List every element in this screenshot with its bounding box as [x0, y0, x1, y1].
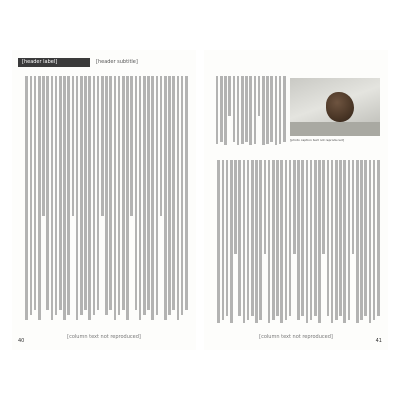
text-column-placeholder — [251, 160, 254, 316]
left-page-number: 40 — [18, 338, 25, 344]
text-column-placeholder — [352, 160, 355, 254]
text-column-placeholder — [147, 76, 150, 310]
text-column-placeholder — [255, 160, 258, 323]
text-column-placeholder — [237, 76, 240, 145]
text-column-placeholder — [130, 76, 133, 216]
text-column-placeholder — [301, 160, 304, 316]
text-column-placeholder — [177, 76, 180, 320]
text-column-placeholder — [270, 76, 273, 142]
text-column-placeholder — [289, 160, 292, 316]
text-column-placeholder — [335, 160, 338, 320]
text-column-placeholder — [185, 76, 188, 310]
text-column-placeholder — [268, 160, 271, 323]
right-body-placeholder: [column text not reproduced] — [259, 334, 333, 340]
text-column-placeholder — [280, 160, 283, 323]
text-column-placeholder — [135, 76, 138, 310]
text-column-placeholder — [164, 76, 167, 320]
text-column-placeholder — [233, 76, 236, 142]
text-column-placeholder — [126, 76, 129, 320]
text-column-placeholder — [220, 76, 223, 142]
text-column-placeholder — [331, 160, 334, 323]
left-body-text — [22, 76, 188, 330]
text-column-placeholder — [356, 160, 359, 323]
text-column-placeholder — [93, 76, 96, 315]
right-page — [204, 50, 388, 350]
text-column-placeholder — [101, 76, 104, 216]
right-page-number: 41 — [375, 338, 382, 344]
text-column-placeholder — [72, 76, 75, 216]
text-column-placeholder — [168, 76, 171, 315]
text-column-placeholder — [279, 76, 282, 144]
text-column-placeholder — [25, 76, 28, 320]
text-column-placeholder — [283, 76, 286, 142]
text-column-placeholder — [216, 76, 219, 144]
text-column-placeholder — [360, 160, 363, 320]
text-column-placeholder — [105, 76, 108, 315]
text-column-placeholder — [339, 160, 342, 316]
text-column-placeholder — [80, 76, 83, 315]
text-column-placeholder — [327, 160, 330, 316]
text-column-placeholder — [276, 160, 279, 316]
bird-photo — [290, 78, 380, 136]
text-column-placeholder — [30, 76, 33, 315]
text-column-placeholder — [258, 76, 261, 116]
text-column-placeholder — [234, 160, 237, 254]
text-column-placeholder — [55, 76, 58, 315]
text-column-placeholder — [76, 76, 79, 320]
left-page — [12, 50, 196, 350]
text-column-placeholder — [322, 160, 325, 254]
text-column-placeholder — [272, 160, 275, 320]
photo-caption: [photo caption text not reproduced] — [290, 138, 344, 142]
section-header-label: [header label] — [18, 58, 90, 67]
text-column-placeholder — [118, 76, 121, 315]
text-column-placeholder — [67, 76, 70, 315]
section-header-subtitle: [header subtitle] — [96, 59, 138, 65]
text-column-placeholder — [217, 160, 220, 323]
text-column-placeholder — [373, 160, 376, 320]
text-column-placeholder — [238, 160, 241, 316]
text-column-placeholder — [343, 160, 346, 323]
text-column-placeholder — [139, 76, 142, 320]
text-column-placeholder — [266, 76, 269, 144]
text-column-placeholder — [377, 160, 380, 316]
text-column-placeholder — [222, 160, 225, 320]
text-column-placeholder — [156, 76, 159, 315]
text-column-placeholder — [241, 76, 244, 144]
text-column-placeholder — [247, 160, 250, 320]
text-column-placeholder — [151, 76, 154, 320]
text-column-placeholder — [228, 76, 231, 116]
text-column-placeholder — [348, 160, 351, 320]
text-column-placeholder — [160, 76, 163, 216]
text-column-placeholder — [314, 160, 317, 316]
text-column-placeholder — [226, 160, 229, 316]
text-column-placeholder — [42, 76, 45, 216]
text-column-placeholder — [51, 76, 54, 320]
right-body-text-lower — [214, 160, 380, 330]
right-body-text-upper — [214, 76, 286, 148]
text-column-placeholder — [245, 76, 248, 142]
text-column-placeholder — [306, 160, 309, 323]
text-column-placeholder — [63, 76, 66, 320]
text-column-placeholder — [249, 76, 252, 145]
text-column-placeholder — [122, 76, 125, 310]
text-column-placeholder — [297, 160, 300, 320]
text-column-placeholder — [224, 76, 227, 145]
text-column-placeholder — [285, 160, 288, 320]
book-spread — [12, 50, 388, 350]
text-column-placeholder — [114, 76, 117, 320]
text-column-placeholder — [38, 76, 41, 320]
text-column-placeholder — [46, 76, 49, 310]
text-column-placeholder — [59, 76, 62, 310]
text-column-placeholder — [84, 76, 87, 310]
text-column-placeholder — [369, 160, 372, 323]
text-column-placeholder — [181, 76, 184, 315]
text-column-placeholder — [264, 160, 267, 254]
left-body-placeholder: [column text not reproduced] — [67, 334, 141, 340]
text-column-placeholder — [293, 160, 296, 254]
photo-ground — [290, 122, 380, 136]
text-column-placeholder — [254, 76, 257, 144]
bird-figure — [326, 92, 354, 122]
text-column-placeholder — [262, 76, 265, 145]
text-column-placeholder — [364, 160, 367, 316]
text-column-placeholder — [34, 76, 37, 310]
text-column-placeholder — [243, 160, 246, 323]
text-column-placeholder — [259, 160, 262, 320]
text-column-placeholder — [310, 160, 313, 320]
text-column-placeholder — [172, 76, 175, 310]
text-column-placeholder — [318, 160, 321, 323]
text-column-placeholder — [97, 76, 100, 310]
text-column-placeholder — [275, 76, 278, 145]
text-column-placeholder — [230, 160, 233, 323]
text-column-placeholder — [109, 76, 112, 310]
text-column-placeholder — [143, 76, 146, 315]
text-column-placeholder — [88, 76, 91, 320]
